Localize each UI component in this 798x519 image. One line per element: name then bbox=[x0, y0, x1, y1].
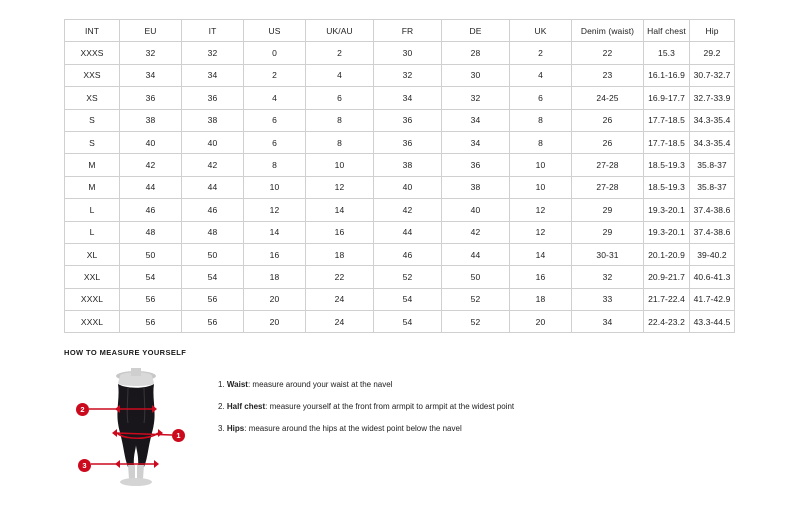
column-header-uk: UK bbox=[510, 20, 572, 42]
measure-instructions bbox=[218, 367, 514, 446]
instruction-text: : measure around your waist at the navel bbox=[247, 380, 393, 389]
cell: 43.3-44.5 bbox=[690, 311, 735, 333]
cell: 50 bbox=[182, 243, 244, 265]
cell: 10 bbox=[306, 154, 374, 176]
cell: 10 bbox=[510, 176, 572, 198]
cell: 17.7-18.5 bbox=[644, 131, 690, 153]
cell: 28 bbox=[442, 42, 510, 64]
cell: 16 bbox=[510, 266, 572, 288]
instruction-number: 1. bbox=[218, 380, 225, 389]
column-header-eu: EU bbox=[120, 20, 182, 42]
cell: 38 bbox=[374, 154, 442, 176]
instruction-number: 2. bbox=[218, 401, 225, 411]
cell: XXXS bbox=[65, 42, 120, 64]
column-header-uk-au: UK/AU bbox=[306, 20, 374, 42]
table-row bbox=[65, 87, 735, 109]
cell: 42 bbox=[182, 154, 244, 176]
cell: 48 bbox=[120, 221, 182, 243]
cell: 2 bbox=[510, 42, 572, 64]
cell: 36 bbox=[374, 109, 442, 131]
table-row bbox=[65, 42, 735, 64]
instruction-hips bbox=[218, 425, 514, 434]
cell: M bbox=[65, 176, 120, 198]
cell: 34 bbox=[572, 311, 644, 333]
cell: 40 bbox=[120, 131, 182, 153]
measure-body bbox=[64, 367, 734, 497]
cell: 4 bbox=[510, 64, 572, 86]
cell: 15.3 bbox=[644, 42, 690, 64]
cell: 44 bbox=[120, 176, 182, 198]
cell: 29 bbox=[572, 221, 644, 243]
cell: 56 bbox=[182, 288, 244, 310]
column-header-denim-waist: Denim (waist) bbox=[572, 20, 644, 42]
cell: 14 bbox=[306, 199, 374, 221]
cell: 32 bbox=[442, 87, 510, 109]
cell: 10 bbox=[244, 176, 306, 198]
cell: 14 bbox=[244, 221, 306, 243]
cell: 30 bbox=[374, 42, 442, 64]
cell: 30.7-32.7 bbox=[690, 64, 735, 86]
cell: 30-31 bbox=[572, 243, 644, 265]
cell: 38 bbox=[442, 176, 510, 198]
cell: 32 bbox=[120, 42, 182, 64]
cell: 26 bbox=[572, 131, 644, 153]
cell: 54 bbox=[182, 266, 244, 288]
cell: M bbox=[65, 154, 120, 176]
column-header-half-chest: Half chest bbox=[644, 20, 690, 42]
cell: 2 bbox=[244, 64, 306, 86]
cell: 42 bbox=[374, 199, 442, 221]
marker-2-half-chest: 2 bbox=[76, 403, 89, 416]
cell: 36 bbox=[374, 131, 442, 153]
cell: 54 bbox=[120, 266, 182, 288]
cell: 52 bbox=[374, 266, 442, 288]
size-table-container bbox=[64, 19, 734, 333]
cell: 34 bbox=[442, 131, 510, 153]
column-header-it: IT bbox=[182, 20, 244, 42]
cell: 41.7-42.9 bbox=[690, 288, 735, 310]
instruction-waist bbox=[218, 381, 514, 390]
cell: L bbox=[65, 221, 120, 243]
cell: 56 bbox=[120, 288, 182, 310]
cell: 20 bbox=[244, 311, 306, 333]
cell: XXL bbox=[65, 266, 120, 288]
cell: 32.7-33.9 bbox=[690, 87, 735, 109]
cell: 33 bbox=[572, 288, 644, 310]
cell: 34.3-35.4 bbox=[690, 131, 735, 153]
cell: 38 bbox=[182, 109, 244, 131]
cell: 8 bbox=[306, 131, 374, 153]
table-row bbox=[65, 109, 735, 131]
table-row bbox=[65, 131, 735, 153]
marker-1-waist: 1 bbox=[172, 429, 185, 442]
cell: L bbox=[65, 199, 120, 221]
instruction-term: Half chest bbox=[226, 401, 266, 411]
cell: 18 bbox=[306, 243, 374, 265]
cell: 29.2 bbox=[690, 42, 735, 64]
cell: 34 bbox=[120, 64, 182, 86]
table-row bbox=[65, 64, 735, 86]
table-row bbox=[65, 266, 735, 288]
cell: 35.8-37 bbox=[690, 176, 735, 198]
cell: 16.1-16.9 bbox=[644, 64, 690, 86]
cell: 42 bbox=[442, 221, 510, 243]
table-row bbox=[65, 243, 735, 265]
cell: 27-28 bbox=[572, 154, 644, 176]
cell: 26 bbox=[572, 109, 644, 131]
cell: 37.4-38.6 bbox=[690, 199, 735, 221]
cell: 42 bbox=[120, 154, 182, 176]
cell: XXXL bbox=[65, 288, 120, 310]
cell: 6 bbox=[306, 87, 374, 109]
cell: 19.3-20.1 bbox=[644, 199, 690, 221]
table-row bbox=[65, 199, 735, 221]
cell: 16 bbox=[244, 243, 306, 265]
instruction-text: : measure around the hips at the widest point below the navel bbox=[244, 423, 462, 433]
cell: S bbox=[65, 131, 120, 153]
cell: 23 bbox=[572, 64, 644, 86]
cell: 18.5-19.3 bbox=[644, 154, 690, 176]
cell: 2 bbox=[306, 42, 374, 64]
how-to-measure-section bbox=[64, 348, 734, 497]
cell: 44 bbox=[374, 221, 442, 243]
cell: 32 bbox=[374, 64, 442, 86]
cell: 27-28 bbox=[572, 176, 644, 198]
cell: 6 bbox=[244, 109, 306, 131]
cell: 32 bbox=[182, 42, 244, 64]
cell: 8 bbox=[510, 131, 572, 153]
cell: 14 bbox=[510, 243, 572, 265]
cell: 12 bbox=[510, 221, 572, 243]
cell: 36 bbox=[182, 87, 244, 109]
cell: 35.8-37 bbox=[690, 154, 735, 176]
cell: 24 bbox=[306, 311, 374, 333]
cell: 12 bbox=[244, 199, 306, 221]
cell: 19.3-20.1 bbox=[644, 221, 690, 243]
table-header-row bbox=[65, 20, 735, 42]
cell: 8 bbox=[510, 109, 572, 131]
cell: 46 bbox=[374, 243, 442, 265]
cell: 34.3-35.4 bbox=[690, 109, 735, 131]
table-row bbox=[65, 154, 735, 176]
cell: 22 bbox=[306, 266, 374, 288]
cell: 40 bbox=[442, 199, 510, 221]
cell: 22.4-23.2 bbox=[644, 311, 690, 333]
column-header-fr: FR bbox=[374, 20, 442, 42]
cell: 38 bbox=[120, 109, 182, 131]
cell: 56 bbox=[182, 311, 244, 333]
mannequin-figure bbox=[80, 367, 194, 497]
cell: 44 bbox=[182, 176, 244, 198]
cell: XS bbox=[65, 87, 120, 109]
cell: 36 bbox=[442, 154, 510, 176]
cell: 36 bbox=[120, 87, 182, 109]
cell: 22 bbox=[572, 42, 644, 64]
table-row bbox=[65, 288, 735, 310]
cell: 48 bbox=[182, 221, 244, 243]
cell: 46 bbox=[120, 199, 182, 221]
cell: 18 bbox=[244, 266, 306, 288]
column-header-de: DE bbox=[442, 20, 510, 42]
cell: 39-40.2 bbox=[690, 243, 735, 265]
section-title: HOW TO MEASURE YOURSELF bbox=[64, 348, 187, 357]
cell: 24-25 bbox=[572, 87, 644, 109]
cell: 40 bbox=[182, 131, 244, 153]
cell: 16 bbox=[306, 221, 374, 243]
cell: 54 bbox=[374, 288, 442, 310]
table-row bbox=[65, 311, 735, 333]
cell: 50 bbox=[120, 243, 182, 265]
cell: 12 bbox=[510, 199, 572, 221]
instruction-term: Waist bbox=[226, 380, 248, 389]
cell: 4 bbox=[244, 87, 306, 109]
cell: XL bbox=[65, 243, 120, 265]
cell: 16.9-17.7 bbox=[644, 87, 690, 109]
cell: 24 bbox=[306, 288, 374, 310]
cell: 40.6-41.3 bbox=[690, 266, 735, 288]
column-header-hip: Hip bbox=[690, 20, 735, 42]
marker-3-hips: 3 bbox=[78, 459, 91, 472]
size-conversion-table bbox=[64, 19, 735, 333]
cell: 37.4-38.6 bbox=[690, 221, 735, 243]
cell: 18.5-19.3 bbox=[644, 176, 690, 198]
cell: XXS bbox=[65, 64, 120, 86]
cell: 50 bbox=[442, 266, 510, 288]
cell: 8 bbox=[306, 109, 374, 131]
cell: 18 bbox=[510, 288, 572, 310]
cell: XXXL bbox=[65, 311, 120, 333]
cell: 10 bbox=[510, 154, 572, 176]
cell: 20 bbox=[244, 288, 306, 310]
cell: 21.7-22.4 bbox=[644, 288, 690, 310]
cell: 32 bbox=[572, 266, 644, 288]
cell: 40 bbox=[374, 176, 442, 198]
cell: 17.7-18.5 bbox=[644, 109, 690, 131]
table-row bbox=[65, 176, 735, 198]
column-header-int: INT bbox=[65, 20, 120, 42]
cell: 44 bbox=[442, 243, 510, 265]
cell: 52 bbox=[442, 311, 510, 333]
cell: 20 bbox=[510, 311, 572, 333]
cell: 0 bbox=[244, 42, 306, 64]
cell: 34 bbox=[442, 109, 510, 131]
cell: S bbox=[65, 109, 120, 131]
cell: 34 bbox=[182, 64, 244, 86]
cell: 6 bbox=[244, 131, 306, 153]
cell: 29 bbox=[572, 199, 644, 221]
table-row bbox=[65, 221, 735, 243]
instruction-half-chest bbox=[218, 403, 514, 412]
column-header-us: US bbox=[244, 20, 306, 42]
cell: 20.1-20.9 bbox=[644, 243, 690, 265]
cell: 8 bbox=[244, 154, 306, 176]
instruction-term: Hips bbox=[226, 423, 245, 433]
cell: 12 bbox=[306, 176, 374, 198]
cell: 30 bbox=[442, 64, 510, 86]
cell: 54 bbox=[374, 311, 442, 333]
instruction-number: 3. bbox=[218, 423, 225, 433]
cell: 46 bbox=[182, 199, 244, 221]
cell: 6 bbox=[510, 87, 572, 109]
cell: 4 bbox=[306, 64, 374, 86]
cell: 34 bbox=[374, 87, 442, 109]
cell: 20.9-21.7 bbox=[644, 266, 690, 288]
instruction-text: : measure yourself at the front from armpit to armpit at the widest point bbox=[265, 401, 515, 411]
cell: 52 bbox=[442, 288, 510, 310]
cell: 56 bbox=[120, 311, 182, 333]
